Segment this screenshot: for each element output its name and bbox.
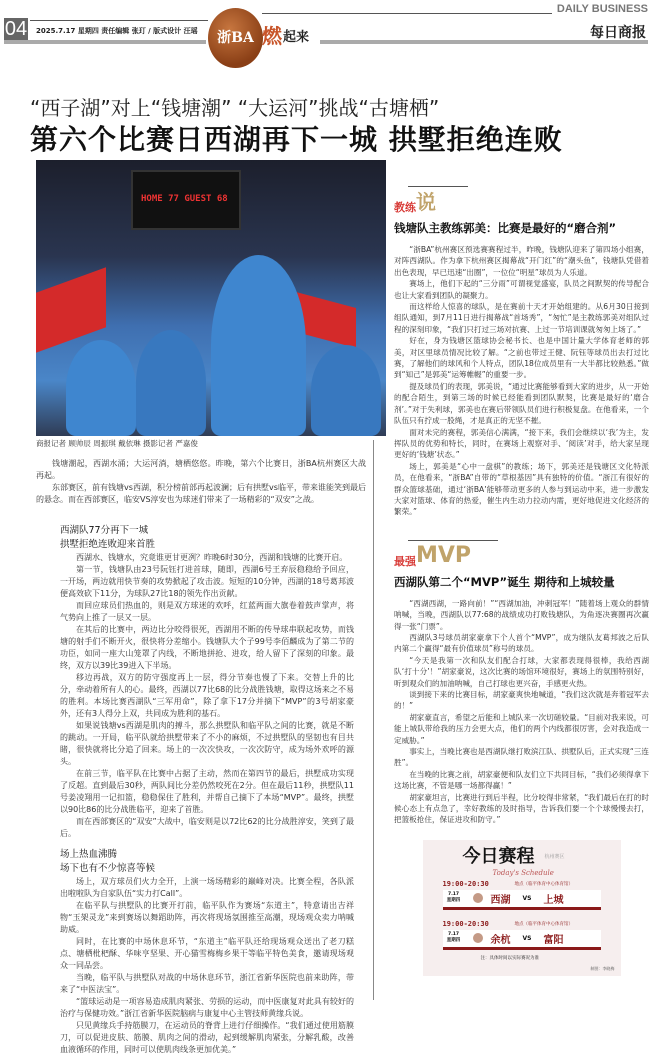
body-paragraph: 移边再战，双方的防守强度再上一层，得分节奏也慢了下来。交替上升的比分，牵动着所有人的心。最终，西湖以77比68的比分战胜钱塘，取得这场来之不易的胜利。本场比赛西湖队“三军用命”，除了拿下17分并摘下“MVP”的3号胡家豪外，还有3人得分上双，共同成为胜利的基石。 [60,673,354,718]
tag-big: 说 [416,190,436,214]
body-paragraph: 提及球员们的表现，郭美说，“通过比赛能够看到大家的进步，从一开始的配合陌生，到第三场的时候已经能看到团队默契，比赛是最好的‘磨合剂’。”对于失利球，郭美也在赛后带领队员们进行积极复盘。在他看来，一个队伍只有拧成一股绳，才是真正的无坚不摧。 [394,381,649,426]
fan-figure [311,345,381,436]
body-paragraph: 在前三节，临平队在比赛中占据了主动，然而在第四节的最后，拱墅成功实现了反超。直到最后30秒，两队间比分差仍然咬死在2分。但在最后11秒，拱墅队11号姜凌翔用一记扣篮，稳稳保住了胜利，并帮自己摘下了本场“MVP”。最终，拱墅以90比86的比分战胜临平，迎来了首胜。 [60,769,354,814]
body-paragraph: 西湖水、钱塘水，究竟谁更甘更冽？昨晚6时30分，西湖和钱塘的比赛开启。 [76,553,348,562]
date: 7.17 [447,892,460,898]
section-title-line: 拱墅拒绝连败迎来首胜 [60,539,156,550]
vs-label: VS [522,934,532,942]
basketball-logo: 浙BA [208,8,263,68]
game-row [443,890,601,910]
body-paragraph: 好在，身为钱塘区篮球协会秘书长、也是中国计量大学体育老师的郭美，对区里球员情况比较了解。“之前也带过王健、阮钰等球员出去打过比赛，了解他们的球风和个人特点，团队18位成员里有一大半都比较熟悉。”做到“知己”是郭美“运筹帷幄”的重要一步。 [394,336,649,380]
fan-figure [66,340,136,436]
body-paragraph: 在临平队与拱墅队的比赛开打前，临平队作为赛场“东道主”，特意请出吉祥物“玉架灵龙”来到赛场以舞蹈助阵，再次将现场氛围推至高潮，现场观众卖力呐喊助威。 [60,901,354,934]
coach-headline: 钱塘队主教练郭美：比赛是最好的“磨合剂” [394,221,617,235]
section-title [60,848,354,876]
body-paragraph: 如果说钱塘vs西湖是肌肉的搏斗，那么拱墅队和临平队之间的比赛，就是不断的跳动。一开局，临平队就给拱墅带来了不小的麻烦，不过拱墅队的坚韧也有目共睹，很快就将比分追了回来。场上的一次次快攻，一次次防守，成为场外欢呼的源头。 [60,721,354,766]
game-venue: 地点（临平体育中心体育馆） [514,881,573,887]
body-paragraph: 同时，在比赛的中场休息环节，“东道主”临平队还给现场观众送出了老刀糕点、塘栖枇杷酥、华味亨坚果、开心猫雪梅梅乡果干等临平特色美食，邀请现场观众一同品尝。 [60,937,354,970]
section-title [36,524,366,552]
mvp-headline: 西湖队第二个“MVP”诞生 期待和上城较量 [394,574,615,589]
body-paragraph: 在其后的比赛中，两边比分咬得很死，西湖用不断的传导球串联起攻势，而钱塘的射手们不断开火，很快将分差缩小。钱塘队大个子99号李佰麟成为了第二节的功臣，如同一座大山笼罩了内线，不断地拼抢、进攻，给人留下了深刻的印象。最终，双方以39比39进入下半场。 [60,625,354,670]
divider [262,13,552,14]
issue-meta: 2025.7.17 星期四 责任编辑 张玎 / 版式设计 汪瑶 [36,27,198,35]
scoreboard-text: HOME 77 GUEST 68 [141,194,228,204]
game-time: 19:00-20:30 [442,879,489,888]
schedule-title-en: Today's Schedule [492,868,554,877]
basketball-icon [473,933,483,943]
body-paragraph: 在当晚的比赛之前，胡家豪便和队友们立下共同目标，“我们必须得拿下这场比赛，不管是哪一场都得赢！” [394,769,649,791]
body-paragraph: 胡家豪坦言，比赛进行到后半程，比分咬得非常紧，“我们最后在打的时候心态上有点急了，幸好教练的及时指导，告诉我们要一个个球慢慢去打，把篮板抢住，保证进攻和防守。” [394,792,649,825]
body-paragraph: 而回应球员们热血的，则是双方球迷的欢呼，红蓝两面大旗卷着鼓声掌声，将气势向上推了一层又一层。 [60,601,354,622]
graphic-credit: 制图：李晓梅 [590,965,615,971]
schedule-region: 杭州赛区 [544,853,565,860]
home-team: 西湖 [490,894,511,906]
body-paragraph: 胡家豪直言，希望之后能和上城队来一次切磋较量。“目前对我来说，可能上城队带给我的压力会更大点，他们的两个内线都很厉害，会对我造成一定威胁。” [394,712,649,745]
tag-small: 教练 [394,201,416,214]
schedule-title: 今日赛程 [462,845,535,867]
scoreboard [131,170,241,230]
home-team: 余杭 [490,934,511,946]
body-paragraph: 第一节，钱塘队由23号阮钰打进首球，随即，西湖6号王弃辰稳稳给予回应，一开场，两边就用快节奏的攻势掀起了攻击波。短短的10分钟，西湖的18号葛邦波便高效砍下11分，为球队27比18的领先作出贡献。 [60,565,354,598]
paper-name-cn: 每日商报 [590,25,646,41]
article-subtitle: “西子湖”对上“钱塘潮” “大运河”挑战“古塘栖” [30,96,440,120]
right-column [394,186,649,976]
tag-big: MVP [416,542,472,568]
body-paragraph: “篮球运动是一项容易造成肌肉紧张、劳损的运动，而中医康复对此具有较好的治疗与保健功效。”浙江省新华医院脑病与康复中心主管技师黄缘兵说。 [60,997,354,1018]
coach-tag [394,186,468,215]
body-paragraph: 场上，双方球员们火力全开，上演一场场精彩的巅峰对决。比赛全程，各队派出啦啦队为自家队伍“实力打Call”。 [60,877,354,898]
tag-small: 最强 [394,554,416,568]
body-paragraph: 而这样给人惊喜的球队，是在赛前十天才开始组建的。从6月30日接到组队通知，到7月11日进行揭幕战“首场秀”，“匆忙”是主教练郭美对组队过程的深刻印象，“我们只打过三场对抗赛、上过一节培训课就匆匆上场了。” [394,302,649,334]
article-headline: 第六个比赛日西湖再下一城 拱墅拒绝连败 [30,123,563,156]
away-team: 上城 [543,894,564,906]
body-paragraph: 场上，郭美是“心中一盘棋”的教练；场下，郭美还是钱塘区文化特派员，在他看来，“浙BA”自带的“草根基因”具有独特的价值。“浙江有很好的群众篮球基础，通过‘浙BA’能够带动更多的人参与到运动中来，进一步激发大家对篮球、体育的热爱，催生内生动力拉动内需，更好地促进文化经济的繁荣。” [394,461,649,517]
paper-name-en: DAILY BUSINESS [556,3,648,15]
game-date [443,892,465,904]
schedule-graphic [423,840,621,976]
body-paragraph: 只见黄缘兵手持筋膜刀，在运动员的脊背上进行仔细操作。“我们通过使用筋膜刀，可以促进皮肤、筋膜、肌肉之间的滑动，起到缓解肌肉紧张，分解乳酸，改善血液循环的作用，同时可以使肌肉线条更加优美。” [60,1021,354,1054]
divider [30,20,208,21]
date: 7.17 [447,932,460,938]
body-paragraph: 面对未完的赛程，郭美信心满满，“接下来，我们会继续以‘我’为主，发挥队员的优势和特长，同时，在赛场上观察对手、‘阅读’对手，给大家呈现更好的‘钱塘’状态。” [394,427,649,460]
basketball-icon [473,893,483,903]
fan-figure [211,255,306,436]
section-title-line: 场上热血沸腾 [60,849,118,860]
away-team: 富阳 [543,934,564,946]
weekday: 星期四 [446,898,461,904]
section-title-line: 场下也有不少惊喜等候 [60,863,156,874]
column-divider [373,440,374,1000]
intro-paragraph: 钱塘潮起，西湖水涌；大运河淌，塘栖悠悠。昨晚，第六个比赛日，浙BA杭州赛区大战再起。 [36,459,366,480]
intro-paragraph: 东部赛区，前有钱塘vs西湖，积分榜前部再起波澜；后有拱墅vs临平，带来谁能笑到最后的悬念。而在西部赛区，临安VS淳安也为球迷们带来了一场精彩的“双安”之战。 [36,483,366,504]
body-paragraph: “西湖西湖，一路向前！”“西湖加油，冲刺冠军！”随着场上观众的群情呐喊，当晚，西湖队以77:68的战绩成功打败钱塘队，为角逐决赛圈再次赢得一张“门票”。 [394,598,649,631]
body-paragraph: 赛场上，他们下起的“三分雨”可谓视觉盛宴，队员之间默契的传导配合也让大家看到团队的凝聚力。 [394,279,649,300]
game-time: 19:00-20:30 [442,919,489,928]
mvp-tag [394,540,498,569]
byline: 商报记者 顾帅辰 周振琪 戴依琳 摄影记者 严嘉俊 [36,439,198,448]
logo-rest: 起来 [283,30,310,45]
body-paragraph: 西湖队3号球员胡家豪拿下个人首个“MVP”，成为继队友葛邦波之后队内第二个赢得“最有价值球员”称号的球员。 [394,632,649,654]
logo-burn: 燃 [262,24,282,48]
body-paragraph: 事实上，当晚比赛也是西湖队继打败滨江队、拱墅队后，正式实现“三连胜”。 [394,747,649,768]
body-paragraph: “浙BA”杭州赛区预选赛赛程过半，昨晚，钱塘队迎来了第四场小组赛，对阵西湖队。作为拿下杭州赛区揭幕战“开门红”的“潮头鱼”，钱塘队凭借着出色表现，早已迅速“出圈”，一位位“明星”球员为人乐道。 [394,245,649,277]
divider [4,40,206,44]
body-paragraph: 当晚，临平队与拱墅队对战的中场休息环节，浙江省新华医院也前来助阵，带来了“中医法宝”。 [60,973,354,994]
game-venue: 地点（临平体育中心体育馆） [514,921,573,927]
game-photo [36,160,386,436]
body-paragraph: 谈到接下来的比赛目标，胡家豪爽快地喊道，“我们这次就是奔着冠军去的！” [394,690,649,711]
page-number: 04 [4,18,28,40]
section-title-line: 西湖队77分再下一城 [60,525,149,536]
vs-label: VS [522,894,532,902]
schedule-note: 注：具体时间以实际赛况为准 [480,955,539,961]
body-paragraph: 而在西部赛区的“双安”大战中，临安则是以72比62的比分战胜淳安，笑到了最后。 [60,817,354,838]
game-row [443,930,601,950]
fan-figure [136,330,206,436]
body-paragraph: “今天是我第一次和队友们配合打球，大家都表现得很棒，我给西湖队‘打十分’！”胡家豪说，这次比赛的场馆环境很好，赛场上的氛围特别好，听到观众们的加油呐喊，自己打球也更兴奋，手感更火热。 [394,655,649,688]
game-date [443,932,465,944]
weekday: 星期四 [446,938,461,944]
